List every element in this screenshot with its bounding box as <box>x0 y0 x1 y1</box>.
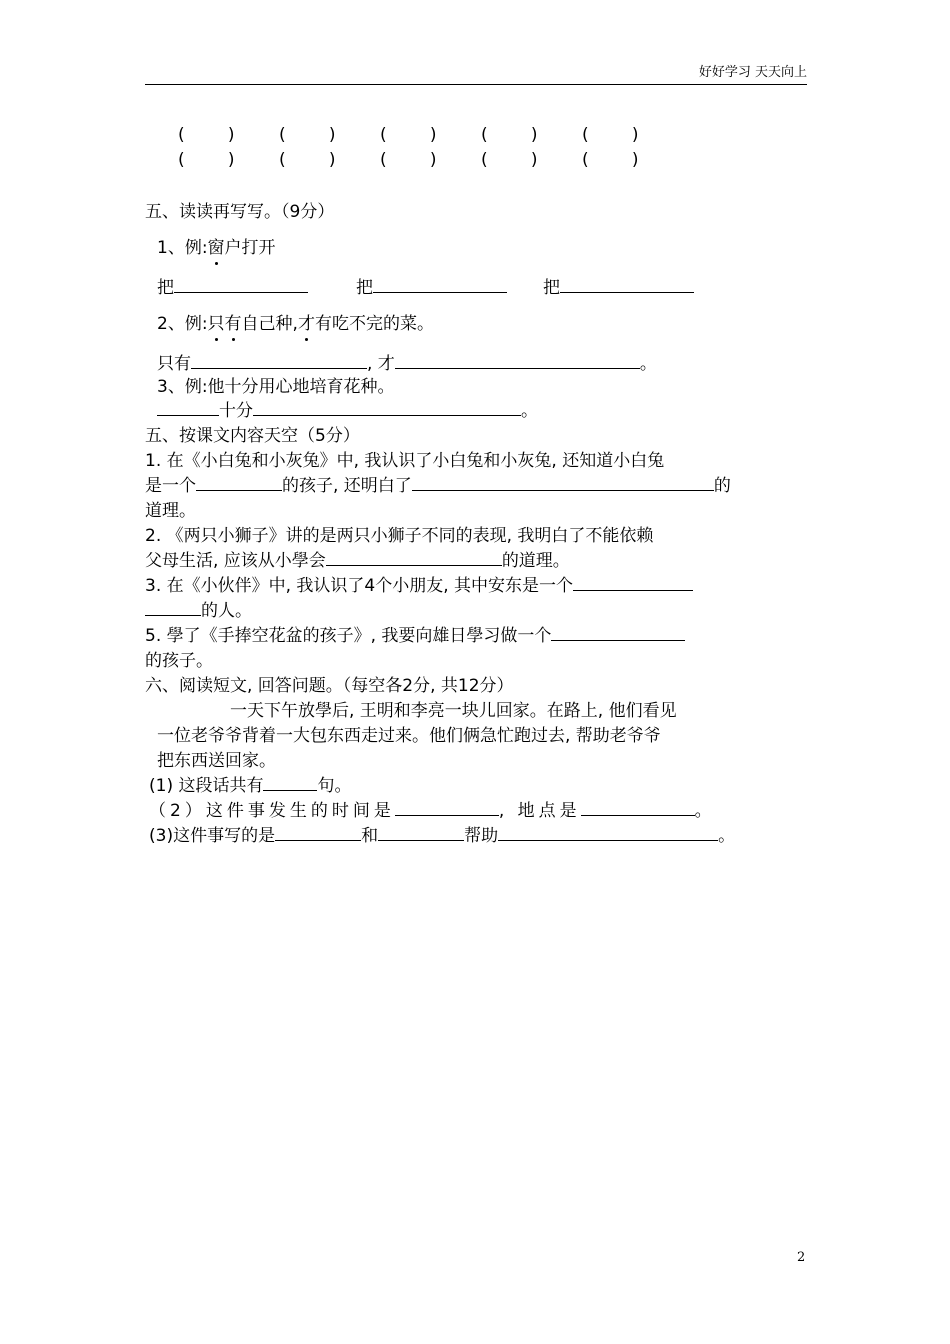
example-2-prefix: 2、例: <box>157 314 208 334</box>
answer-blank[interactable] <box>275 824 361 841</box>
passage-line-1: 一天下午放學后, 王明和李亮一块儿回家。在路上, 他们看见 <box>230 701 677 721</box>
answer-blank[interactable] <box>498 824 718 841</box>
s6-q2-text: , 地点是 <box>498 801 581 821</box>
fill-word: 十分 <box>219 401 253 421</box>
answer-blank[interactable] <box>145 599 201 616</box>
answer-blank[interactable] <box>326 549 502 566</box>
q2-text: 的道理。 <box>501 551 570 571</box>
s6-q2-text: （2）这件事发生的时间是 <box>149 801 395 821</box>
s6-q2 <box>149 799 716 823</box>
answer-blank[interactable] <box>263 774 317 791</box>
example-3: 3、例:他十分用心地培育花种。 <box>157 377 395 397</box>
paren-blank: ( ) <box>279 150 336 170</box>
q3-line-1 <box>145 574 693 598</box>
example-2-mid: 自己种, <box>241 314 298 334</box>
s6-q3 <box>149 824 735 848</box>
answer-blank[interactable] <box>395 799 499 816</box>
s6-q1-text: 句。 <box>317 776 352 796</box>
dotted-char: 才 <box>297 314 315 334</box>
fill-word: 。 <box>639 354 657 374</box>
ba-fill-row <box>157 276 694 300</box>
q3-text: 3. 在《小伙伴》中, 我认识了4个小朋友, 其中安东是一个 <box>145 576 574 596</box>
answer-blank[interactable] <box>378 824 464 841</box>
paren-blank: ( ) <box>178 125 235 145</box>
answer-blank[interactable] <box>560 276 694 293</box>
zhiyou-fill-row <box>157 352 657 376</box>
paren-blank: ( ) <box>582 125 639 145</box>
q5-line-2: 的孩子。 <box>145 651 213 671</box>
example-2 <box>157 312 434 336</box>
q1-line-2 <box>145 474 731 498</box>
q2-line-2 <box>145 549 570 573</box>
s6-q1 <box>149 774 351 798</box>
answer-blank[interactable] <box>551 624 685 641</box>
answer-blank[interactable] <box>581 799 695 816</box>
q3-text: 的人。 <box>201 601 252 621</box>
s6-q1-text: (1) 这段话共有 <box>149 776 264 796</box>
q1-line-3: 道理。 <box>145 501 196 521</box>
dotted-char: 窗 <box>207 238 225 258</box>
q5-line-1 <box>145 624 685 648</box>
fill-word: 只有 <box>157 354 191 374</box>
section-5b-title: 五、按课文内容天空（5分） <box>145 426 360 446</box>
section-6-title: 六、阅读短文, 回答问题。（每空各2分, 共12分） <box>145 676 514 696</box>
q5-text: 5. 學了《手捧空花盆的孩子》, 我要向雄日學习做一个 <box>145 626 552 646</box>
ba-word: 把 <box>356 278 373 298</box>
passage-line-3: 把东西送回家。 <box>157 751 276 771</box>
shifen-fill-row <box>157 399 538 423</box>
answer-blank[interactable] <box>253 399 521 416</box>
answer-blank[interactable] <box>157 399 219 416</box>
answer-blank[interactable] <box>174 276 308 293</box>
example-1-prefix: 1、例: <box>157 238 208 258</box>
page-header <box>145 64 807 85</box>
q2-line-1: 2. 《两只小狮子》讲的是两只小狮子不同的表现, 我明白了不能依赖 <box>145 526 654 546</box>
ba-word: 把 <box>543 278 560 298</box>
paren-row-2 <box>178 149 683 171</box>
example-1 <box>157 236 276 260</box>
q3-line-2 <box>145 599 252 623</box>
s6-q3-text: 。 <box>718 826 736 846</box>
paren-blank: ( ) <box>380 125 437 145</box>
paren-blank: ( ) <box>582 150 639 170</box>
answer-blank[interactable] <box>412 474 714 491</box>
paren-blank: ( ) <box>481 125 538 145</box>
fill-word: 。 <box>521 401 538 421</box>
passage-line-2: 一位老爷爷背着一大包东西走过来。他们俩急忙跑过去, 帮助老爷爷 <box>157 726 661 746</box>
answer-blank[interactable] <box>573 574 693 591</box>
ba-word: 把 <box>157 278 174 298</box>
s6-q3-text: 帮助 <box>464 826 499 846</box>
q1-line-1: 1. 在《小白兔和小灰兔》中, 我认识了小白兔和小灰兔, 还知道小白兔 <box>145 451 665 471</box>
page-number: 2 <box>797 1250 806 1265</box>
paren-row-1 <box>178 124 683 146</box>
dotted-char: 只 <box>207 314 225 334</box>
paren-blank: ( ) <box>178 150 235 170</box>
example-2-rest: 有吃不完的菜。 <box>314 314 434 334</box>
section-5a-title: 五、读读再写写。（9分） <box>145 202 335 222</box>
s6-q3-text: (3)这件事写的是 <box>149 826 276 846</box>
s6-q3-text: 和 <box>361 826 379 846</box>
paren-blank: ( ) <box>380 150 437 170</box>
q1-text: 的 <box>713 476 731 496</box>
answer-blank[interactable] <box>196 474 282 491</box>
header-text: 好好学习 天天向上 <box>698 65 807 80</box>
answer-blank[interactable] <box>191 352 367 369</box>
q1-text: 的孩子, 还明白了 <box>282 476 412 496</box>
answer-blank[interactable] <box>395 352 640 369</box>
q2-text: 父母生活, 应该从小學会 <box>145 551 326 571</box>
answer-blank[interactable] <box>373 276 507 293</box>
fill-word: , 才 <box>367 354 395 374</box>
example-1-rest: 户打开 <box>224 238 276 258</box>
s6-q2-text: 。 <box>694 801 716 821</box>
dotted-char: 有 <box>224 314 242 334</box>
paren-blank: ( ) <box>481 150 538 170</box>
q1-text: 是一个 <box>145 476 196 496</box>
paren-blank: ( ) <box>279 125 336 145</box>
